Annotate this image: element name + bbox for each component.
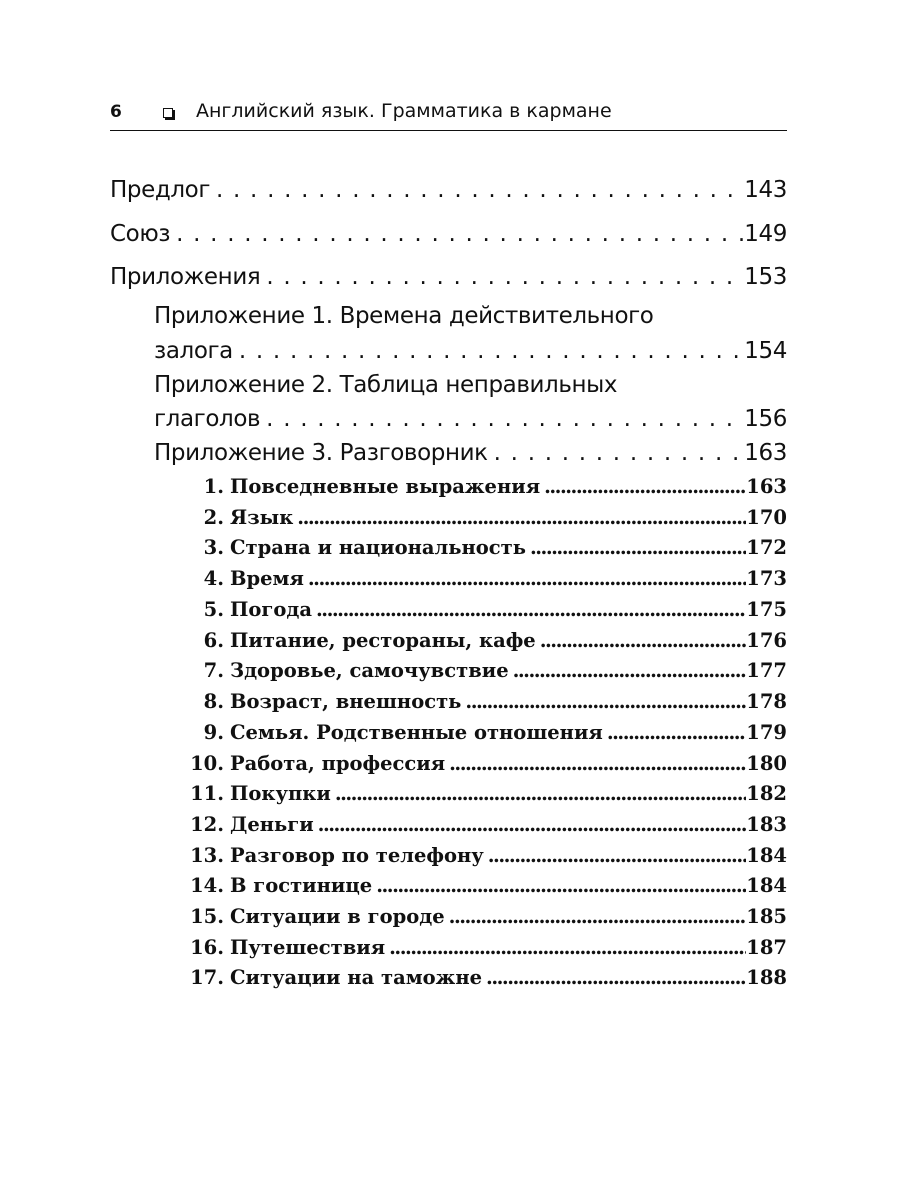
running-header: [110, 100, 787, 131]
toc-entry-number: 13.: [190, 844, 224, 867]
toc-entry-label: [184, 567, 304, 590]
dot-leader: [540, 475, 746, 498]
toc-phrasebook-entry[interactable]: [184, 874, 787, 897]
toc-entry-page: 184: [746, 844, 787, 867]
dot-leader: [445, 752, 746, 775]
toc-entry-title: В гостинице: [230, 874, 373, 897]
toc-phrasebook-entry[interactable]: [184, 782, 787, 805]
toc-entry-title: Семья. Родственные отношения: [230, 721, 603, 744]
toc-entry-label: [184, 936, 385, 959]
dot-leader: [484, 844, 747, 867]
toc-entry-title: Погода: [230, 598, 313, 621]
square-bullet-icon: [163, 108, 173, 118]
dot-leader: [314, 813, 747, 836]
toc-phrasebook-entry[interactable]: [184, 659, 787, 682]
dot-leader: [260, 264, 744, 290]
toc-entry-number: 4.: [203, 567, 224, 590]
toc-phrasebook-entry[interactable]: [184, 506, 787, 529]
toc-phrasebook-entry[interactable]: [184, 629, 787, 652]
toc-entry-appendix-3[interactable]: [154, 440, 787, 466]
toc-entry-page: 175: [746, 598, 787, 621]
toc-entry-page: 156: [744, 406, 787, 432]
toc-entry-page: 188: [746, 966, 787, 989]
dot-leader: [461, 690, 746, 713]
dot-leader: [372, 874, 746, 897]
dot-leader: [233, 338, 744, 364]
toc-entry-label: [184, 598, 312, 621]
toc-entry-number: 8.: [203, 690, 224, 713]
toc-entry-label: [184, 629, 536, 652]
toc-entry-label: [184, 813, 314, 836]
toc-phrasebook-entry[interactable]: [184, 690, 787, 713]
toc-entry-page: 182: [746, 782, 787, 805]
dot-leader: [536, 629, 747, 652]
toc-entry-page: 178: [746, 690, 787, 713]
dot-leader: [260, 406, 744, 432]
toc-entry-number: 10.: [190, 752, 224, 775]
toc-entry-number: 16.: [190, 936, 224, 959]
toc-entry-label: Приложение 3. Разговорник: [154, 440, 488, 466]
dot-leader: [526, 536, 746, 559]
toc-entry-page: 172: [746, 536, 787, 559]
toc-phrasebook-entry[interactable]: [184, 567, 787, 590]
toc-entry-label: [184, 966, 482, 989]
toc-entry-page: 149: [744, 221, 787, 247]
toc-entry-number: 5.: [203, 598, 224, 621]
toc-entry-page: 176: [746, 629, 787, 652]
toc-entry-page: 163: [744, 440, 787, 466]
toc-entry-page: 163: [746, 475, 787, 498]
toc-entry-label: глаголов: [154, 406, 261, 432]
toc-phrasebook-entry[interactable]: [184, 844, 787, 867]
toc-entry-title: Разговор по телефону: [230, 844, 484, 867]
dot-leader: [210, 177, 744, 203]
toc-entry-label: [184, 475, 540, 498]
dot-leader: [331, 782, 746, 805]
toc-entry-page: 184: [746, 874, 787, 897]
toc-entry-appendix-1-line1[interactable]: Приложение 1. Времена действительного: [154, 303, 654, 329]
dot-leader: [293, 506, 746, 529]
toc-phrasebook-entry[interactable]: [184, 475, 787, 498]
toc-entry-title: Ситуации в городе: [230, 905, 445, 928]
toc-entry-number: 9.: [203, 721, 224, 744]
dot-leader: [509, 659, 747, 682]
dot-leader: [488, 440, 745, 466]
toc-entry-label: [184, 721, 603, 744]
page-number: 6: [110, 102, 122, 122]
toc-phrasebook-entry[interactable]: [184, 813, 787, 836]
toc-entry-label: Предлог: [110, 177, 211, 203]
toc-entry-label: залога: [154, 338, 233, 364]
toc-entry-label: [184, 659, 509, 682]
toc-entry-label: Приложения: [110, 264, 261, 290]
toc-entry-page: 187: [746, 936, 787, 959]
toc-entry-title: Работа, профессия: [230, 752, 446, 775]
toc-entry-label: [184, 782, 331, 805]
toc-entry-number: 12.: [190, 813, 224, 836]
toc-entry-label: [184, 752, 445, 775]
toc-entry-number: 2.: [203, 506, 224, 529]
toc-entry-title: Возраст, внешность: [230, 690, 462, 713]
toc-phrasebook-entry[interactable]: [184, 905, 787, 928]
dot-leader: [312, 598, 746, 621]
toc-entry-appendix-2[interactable]: [154, 406, 787, 432]
dot-leader: [385, 936, 746, 959]
dot-leader: [170, 221, 744, 247]
toc-entry-label: Союз: [110, 221, 171, 247]
toc-entry-page: 179: [746, 721, 787, 744]
toc-phrasebook-entry[interactable]: [184, 936, 787, 959]
toc-entry-number: 7.: [203, 659, 224, 682]
toc-entry-title: Страна и национальность: [230, 536, 526, 559]
dot-leader: [603, 721, 746, 744]
dot-leader: [445, 905, 747, 928]
toc-entry-page: 173: [746, 567, 787, 590]
toc-entry-page: 143: [744, 177, 787, 203]
toc-entry-title: Повседневные выражения: [230, 475, 541, 498]
toc-entry-number: 14.: [190, 874, 224, 897]
toc-entry-number: 6.: [203, 629, 224, 652]
toc-entry-label: [184, 874, 372, 897]
toc-entry-prilozheniya[interactable]: [110, 264, 787, 290]
toc-entry-title: Питание, рестораны, кафе: [230, 629, 536, 652]
toc-entry-label: [184, 506, 293, 529]
toc-entry-label: [184, 536, 526, 559]
toc-phrasebook-entry[interactable]: [184, 598, 787, 621]
toc-entry-title: Деньги: [230, 813, 314, 836]
toc-entry-number: 3.: [203, 536, 224, 559]
toc-entry-page: 153: [744, 264, 787, 290]
toc-entry-title: Ситуации на таможне: [230, 966, 483, 989]
toc-entry-page: 183: [746, 813, 787, 836]
toc-entry-number: 17.: [190, 966, 224, 989]
toc-entry-title: Покупки: [230, 782, 331, 805]
toc-entry-appendix-1[interactable]: [154, 338, 787, 364]
toc-entry-number: 1.: [203, 475, 224, 498]
toc-entry-soyuz[interactable]: [110, 221, 787, 247]
toc-phrasebook-entry[interactable]: [184, 536, 787, 559]
toc-entry-label: [184, 844, 484, 867]
toc-entry-label: [184, 690, 461, 713]
running-title: Английский язык. Грамматика в кармане: [196, 100, 612, 122]
toc-entry-appendix-2-line1[interactable]: Приложение 2. Таблица неправильных: [154, 372, 618, 398]
toc-phrasebook-entry[interactable]: [184, 721, 787, 744]
toc-entry-title: Путешествия: [230, 936, 386, 959]
dot-leader: [482, 966, 746, 989]
toc-entry-page: 180: [746, 752, 787, 775]
toc-entry-page: 154: [744, 338, 787, 364]
toc-entry-predlog[interactable]: [110, 177, 787, 203]
dot-leader: [304, 567, 746, 590]
toc-entry-number: 11.: [190, 782, 224, 805]
toc-entry-number: 15.: [190, 905, 224, 928]
toc-entry-title: Здоровье, самочувствие: [230, 659, 509, 682]
toc-entry-page: 177: [746, 659, 787, 682]
toc-phrasebook-entry[interactable]: [184, 752, 787, 775]
toc-entry-label: [184, 905, 445, 928]
toc-entry-page: 170: [746, 506, 787, 529]
toc-entry-page: 185: [746, 905, 787, 928]
toc-entry-title: Язык: [230, 506, 294, 529]
toc-phrasebook-entry[interactable]: [184, 966, 787, 989]
toc-entry-title: Время: [230, 567, 304, 590]
